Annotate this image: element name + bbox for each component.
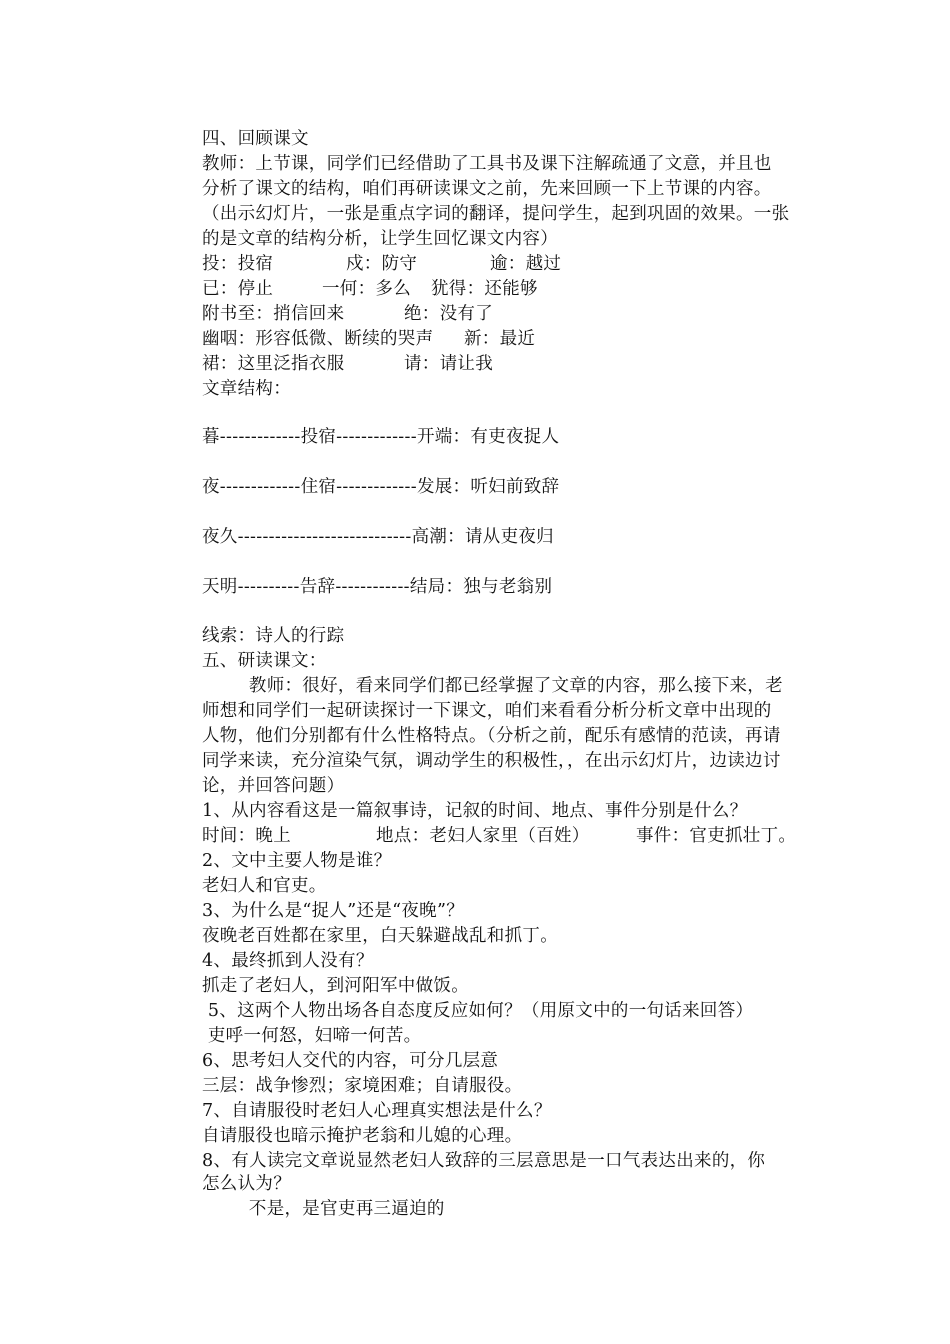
paragraph-line: 同学来读，充分渲染气氛，调动学生的积极性，，在出示幻灯片，边读边讨 bbox=[202, 751, 781, 771]
paragraph-line: 分析了课文的结构，咱们再研读课文之前，先来回顾一下上节课的内容。 bbox=[202, 179, 772, 199]
question: 怎么认为？ bbox=[202, 1174, 291, 1194]
vocab-item: 绝：没有了 bbox=[404, 304, 493, 324]
vocab-item: 裙：这里泛指衣服 bbox=[202, 354, 345, 374]
paragraph-line: 的是文章的结构分析，让学生回忆课文内容） bbox=[202, 229, 558, 249]
answer: 三层：战争惨烈；家境困难；自请服役。 bbox=[202, 1076, 523, 1096]
vocab-item: 戍：防守 bbox=[346, 254, 418, 274]
structure-line: 天明----------告辞------------结局：独与老翁别 bbox=[202, 577, 553, 597]
structure-label: 文章结构： bbox=[202, 379, 291, 399]
vocab-item: 附书至：捎信回来 bbox=[202, 304, 345, 324]
paragraph-line: 人物，他们分别都有什么性格特点。（分析之前，配乐有感情的范读，再请 bbox=[202, 726, 781, 746]
vocab-item: 请：请让我 bbox=[404, 354, 493, 374]
answer: 老妇人和官吏。 bbox=[202, 876, 327, 896]
question: 1、从内容看这是一篇叙事诗，记叙的时间、地点、事件分别是什么？ bbox=[202, 801, 748, 821]
question: 6、思考妇人交代的内容，可分几层意 bbox=[202, 1051, 499, 1071]
vocab-item: 一何：多么 bbox=[322, 279, 411, 299]
paragraph-line: 论，并回答问题） bbox=[202, 776, 345, 796]
answer-item: 地点：老妇人家里（百姓） bbox=[376, 826, 590, 846]
vocab-item: 已：停止 bbox=[202, 279, 274, 299]
answer-item: 时间：晚上 bbox=[202, 826, 291, 846]
question: 3、为什么是“捉人”还是“夜晚”？ bbox=[202, 901, 465, 921]
question: 8、有人读完文章说显然老妇人致辞的三层意思是一口气表达出来的，你 bbox=[202, 1151, 766, 1171]
vocab-item: 新：最近 bbox=[464, 329, 536, 349]
vocab-item: 幽咽：形容低微、断续的哭声 bbox=[202, 329, 434, 349]
vocab-item: 逾：越过 bbox=[490, 254, 562, 274]
clue-line: 线索：诗人的行踪 bbox=[202, 626, 345, 646]
structure-line: 暮-------------投宿-------------开端：有吏夜捉人 bbox=[202, 427, 560, 447]
paragraph-line: 师想和同学们一起研读探讨一下课文，咱们来看看分析分析文章中出现的 bbox=[202, 701, 772, 721]
answer: 抓走了老妇人，到河阳军中做饭。 bbox=[202, 976, 469, 996]
paragraph-line: 教师：上节课，同学们已经借助了工具书及课下注解疏通了文意，并且也 bbox=[202, 154, 772, 174]
structure-line: 夜-------------住宿-------------发展：听妇前致辞 bbox=[202, 477, 560, 497]
answer: 夜晚老百姓都在家里，白天躲避战乱和抓丁。 bbox=[202, 926, 558, 946]
structure-line: 夜久----------------------------高潮：请从吏夜归 bbox=[202, 527, 554, 547]
question: 7、自请服役时老妇人心理真实想法是什么？ bbox=[202, 1101, 552, 1121]
question: 2、文中主要人物是谁？ bbox=[202, 851, 392, 871]
section-heading: 五、研读课文： bbox=[202, 651, 327, 671]
answer: 不是，是官吏再三逼迫的 bbox=[202, 1199, 445, 1219]
answer-item: 事件：官吏抓壮丁。 bbox=[636, 826, 797, 846]
section-heading: 四、回顾课文 bbox=[202, 129, 309, 149]
vocab-item: 犹得：还能够 bbox=[431, 279, 538, 299]
paragraph-line: 教师：很好，看来同学们都已经掌握了文章的内容，那么接下来，老 bbox=[202, 676, 783, 696]
answer: 吏呼一何怒，妇啼一何苦。 bbox=[202, 1026, 422, 1046]
question: 5、这两个人物出场各自态度反应如何？（用原文中的一句话来回答） bbox=[202, 1001, 754, 1021]
vocab-item: 投：投宿 bbox=[202, 254, 274, 274]
question: 4、最终抓到人没有？ bbox=[202, 951, 374, 971]
answer: 自请服役也暗示掩护老翁和儿媳的心理。 bbox=[202, 1126, 523, 1146]
paragraph-line: （出示幻灯片，一张是重点字词的翻译，提问学生，起到巩固的效果。一张 bbox=[202, 204, 790, 224]
